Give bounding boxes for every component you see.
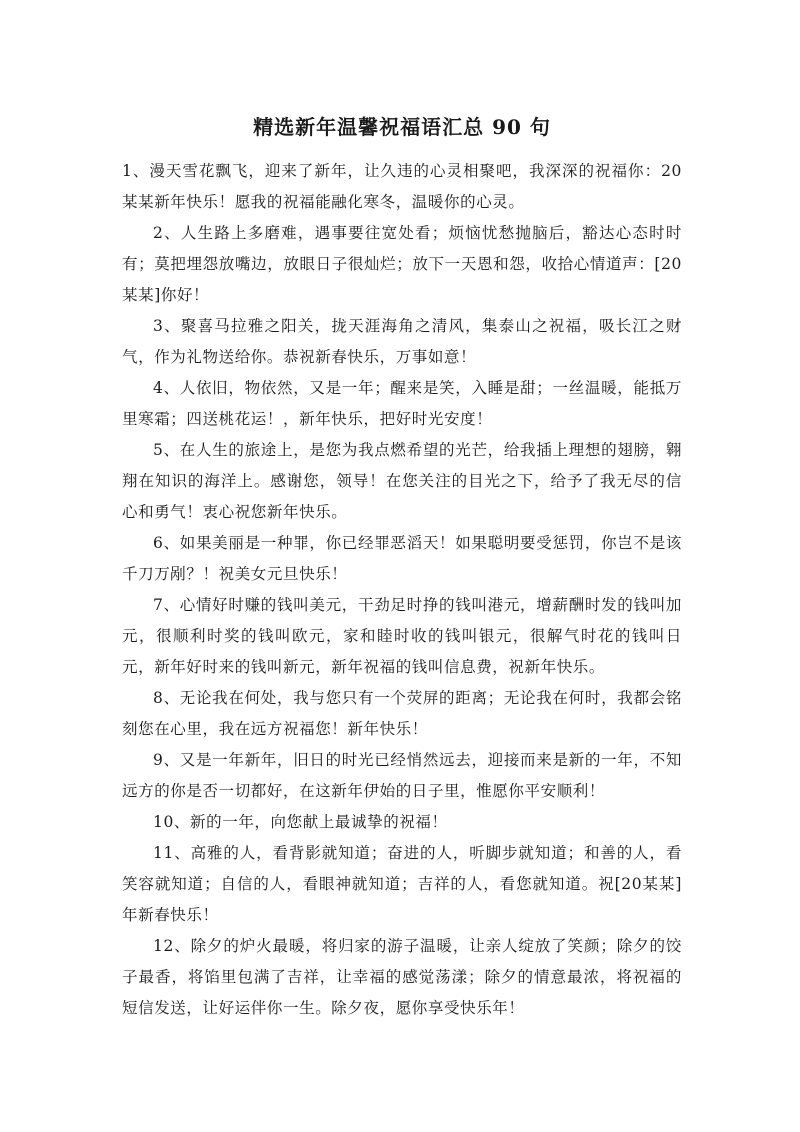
document-page: [122, 112, 682, 1024]
paragraph-2: 2、人生路上多磨难，遇事要往宽处看；烦恼忧愁抛脑后，豁达心态时时有；莫把埋怨放嘴边，放眼日子很灿烂；放下一天恩和怨，收拾心情道声：[20某某]你好！: [122, 224, 682, 304]
paragraph-6: 6、如果美丽是一种罪，你已经罪恶滔天！如果聪明要受惩罚，你岂不是该千刀万剐？！祝美女元旦快乐！: [122, 534, 682, 583]
paragraph-5: 5、在人生的旅途上，是您为我点燃希望的光芒，给我插上理想的翅膀，翱翔在知识的海洋上。感谢您，领导！在您关注的目光之下，给予了我无尽的信心和勇气！衷心祝您新年快乐。: [122, 441, 682, 521]
paragraph-4: 4、人依旧，物依然，又是一年；醒来是笑，入睡是甜；一丝温暖，能抵万里寒霜；四送桃花运！，新年快乐，把好时光安度！: [122, 379, 682, 428]
paragraph-3: 3、聚喜马拉雅之阳关，拢天涯海角之清风，集泰山之祝福，吸长江之财气，作为礼物送给你。恭祝新春快乐，万事如意！: [122, 317, 682, 366]
paragraph-8: 8、无论我在何处，我与您只有一个荧屏的距离；无论我在何时，我都会铭刻您在心里，我在远方祝福您！新年快乐！: [122, 689, 682, 738]
paragraph-9: 9、又是一年新年，旧日的时光已经悄然远去，迎接而来是新的一年，不知远方的你是否一切都好，在这新年伊始的日子里，惟愿你平安顺利！: [122, 751, 682, 800]
paragraph-7: 7、心情好时赚的钱叫美元，干劲足时挣的钱叫港元，增薪酬时发的钱叫加元，很顺利时奖的钱叫欧元，家和睦时收的钱叫银元，很解气时花的钱叫日元，新年好时来的钱叫新元，新年祝福的钱叫信息费，祝新年快乐。: [122, 596, 682, 676]
paragraph-10: 10、新的一年，向您献上最诚挚的祝福！: [153, 813, 448, 831]
paragraph-11: 11、高雅的人，看背影就知道；奋进的人，听脚步就知道；和善的人，看笑容就知道；自信的人，看眼神就知道；吉祥的人，看您就知道。祝[20某某]年新春快乐！: [122, 844, 682, 924]
paragraph-12: 12、除夕的炉火最暖，将归家的游子温暖，让亲人绽放了笑颜；除夕的饺子最香，将馅里包满了吉祥，让幸福的感觉荡漾；除夕的情意最浓，将祝福的短信发送，让好运伴你一生。除夕夜，愿你享受快乐年！: [122, 937, 682, 1017]
document-title: 精选新年温馨祝福语汇总 90 句: [253, 115, 551, 139]
paragraph-1: 1、漫天雪花飘飞，迎来了新年，让久违的心灵相聚吧，我深深的祝福你：20某某新年快乐！愿我的祝福能融化寒冬，温暖你的心灵。: [122, 162, 682, 211]
